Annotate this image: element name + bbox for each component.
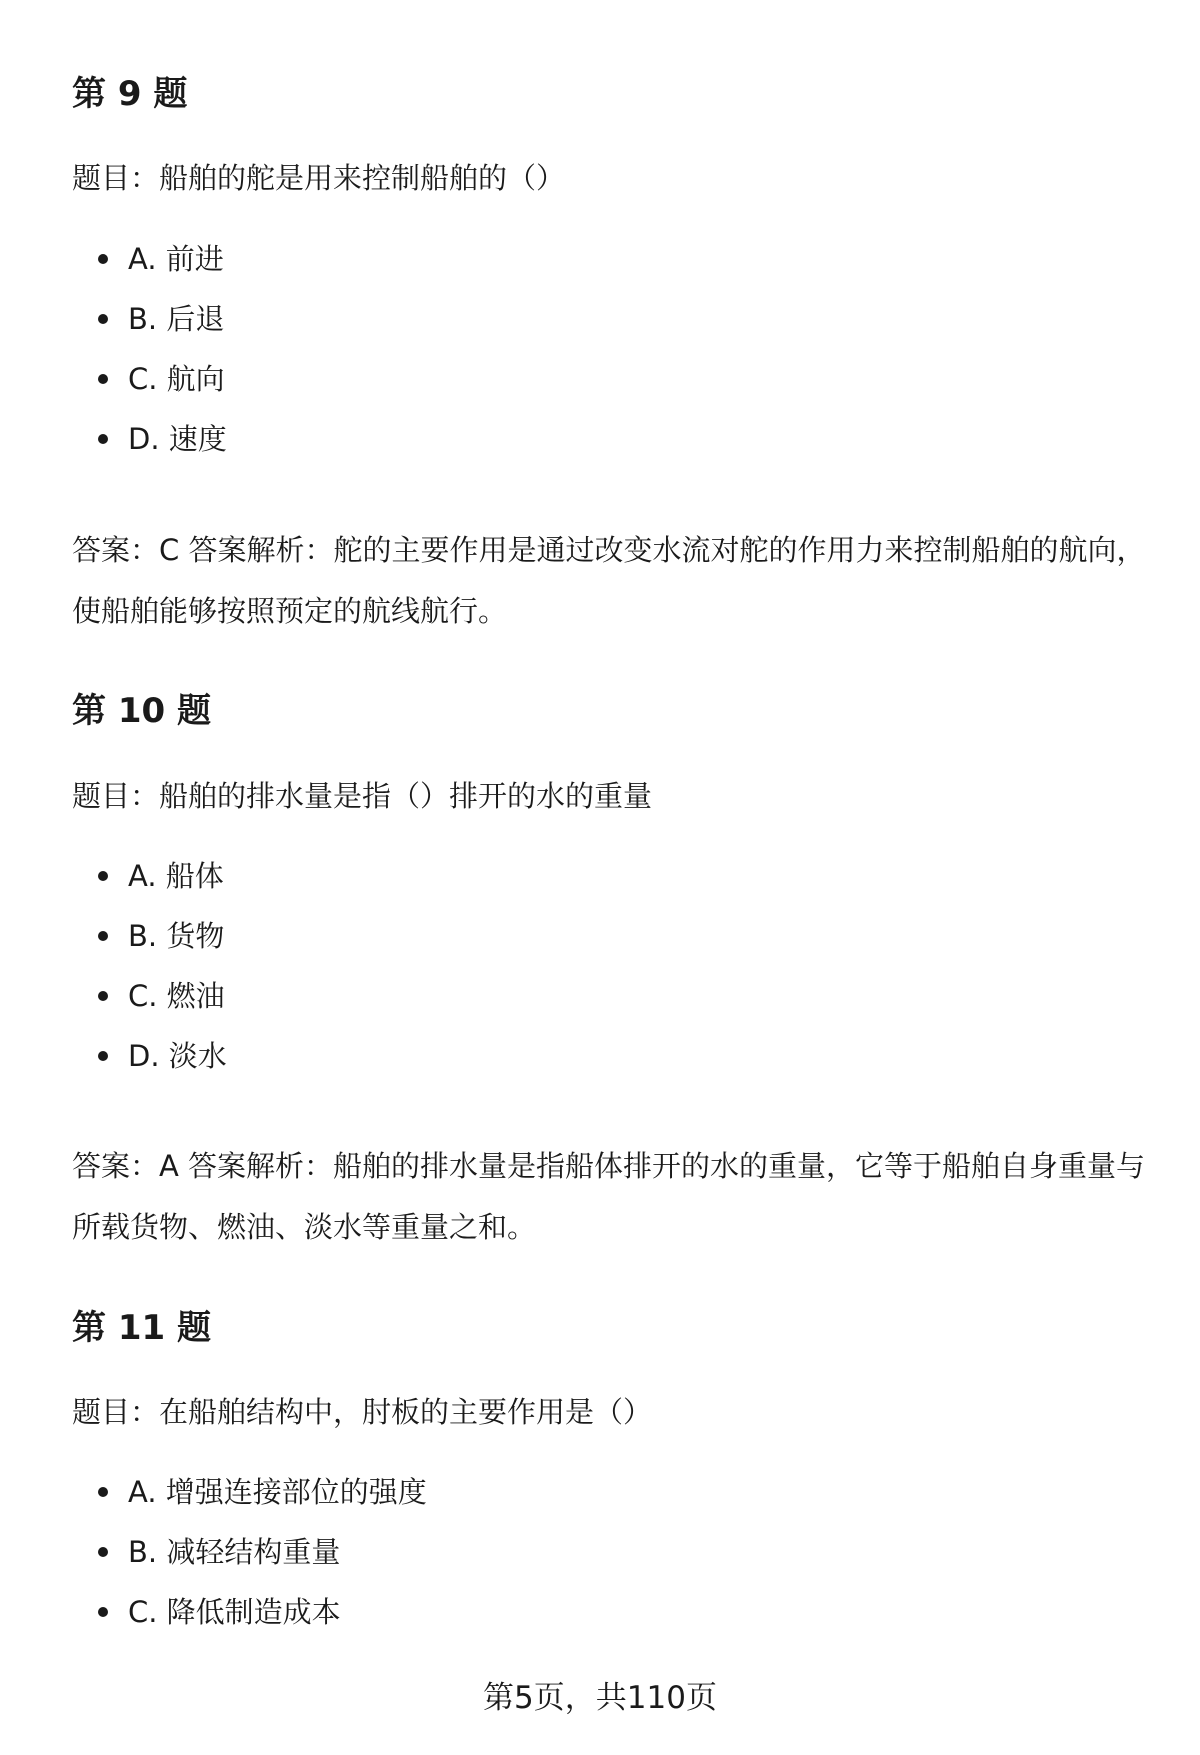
question-heading: 第 10 题 <box>72 691 211 731</box>
bullet-icon <box>98 314 108 324</box>
option-label: B. 后退 <box>128 302 225 336</box>
option-item <box>72 966 227 1026</box>
option-label: D. 淡水 <box>128 1039 227 1073</box>
answer-explanation: 答案：A 答案解析：船舶的排水量是指船体排开的水的重量，它等于船舶自身重量与所载货物、燃油、淡水等重量之和。 <box>72 1149 1146 1244</box>
option-label: C. 降低制造成本 <box>128 1595 341 1629</box>
option-item <box>72 1522 427 1582</box>
option-label: A. 前进 <box>128 242 224 276</box>
page-number-footer: 第5页，共110页 <box>483 1680 717 1716</box>
option-list <box>72 846 227 1086</box>
option-item <box>72 229 227 289</box>
bullet-icon <box>98 1607 108 1617</box>
option-list <box>72 229 227 469</box>
option-label: C. 燃油 <box>128 979 225 1013</box>
option-label: A. 增强连接部位的强度 <box>128 1475 427 1509</box>
bullet-icon <box>98 931 108 941</box>
question-prompt: 题目：在船舶结构中，肘板的主要作用是（） <box>72 1395 653 1429</box>
option-item <box>72 409 227 469</box>
bullet-icon <box>98 254 108 264</box>
option-item <box>72 846 227 906</box>
answer-explanation: 答案：C 答案解析：舵的主要作用是通过改变水流对舵的作用力来控制船舶的航向，使船舶能够按照预定的航线航行。 <box>72 533 1146 628</box>
question-heading: 第 11 题 <box>72 1308 211 1348</box>
bullet-icon <box>98 1547 108 1557</box>
option-label: D. 速度 <box>128 422 227 456</box>
option-item <box>72 289 227 349</box>
bullet-icon <box>98 1487 108 1497</box>
bullet-icon <box>98 374 108 384</box>
option-label: B. 减轻结构重量 <box>128 1535 341 1569</box>
option-label: C. 航向 <box>128 362 225 396</box>
bullet-icon <box>98 434 108 444</box>
bullet-icon <box>98 871 108 881</box>
question-heading: 第 9 题 <box>72 74 188 114</box>
question-prompt: 题目：船舶的排水量是指（）排开的水的重量 <box>72 779 653 813</box>
option-item <box>72 1462 427 1522</box>
option-label: A. 船体 <box>128 859 224 893</box>
option-item <box>72 1582 427 1642</box>
option-item <box>72 1026 227 1086</box>
option-list <box>72 1462 427 1642</box>
option-label: B. 货物 <box>128 919 225 953</box>
option-item <box>72 349 227 409</box>
question-prompt: 题目：船舶的舵是用来控制船舶的（） <box>72 161 566 195</box>
bullet-icon <box>98 1051 108 1061</box>
option-item <box>72 906 227 966</box>
bullet-icon <box>98 991 108 1001</box>
